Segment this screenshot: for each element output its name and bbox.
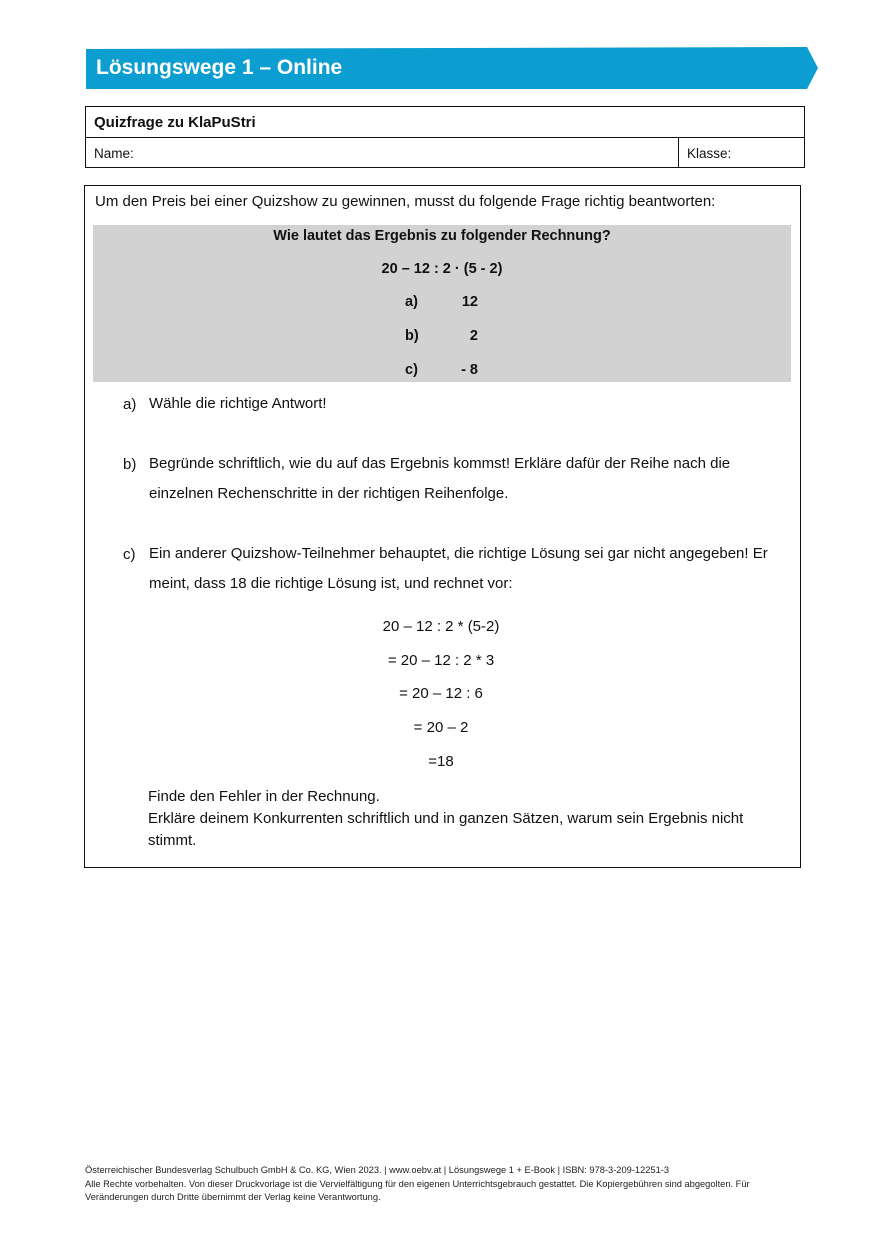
subtask-letter: a) bbox=[123, 396, 137, 413]
footer-line: Österreichischer Bundesverlag Schulbuch GmbH & Co. KG, Wien 2023. | www.oebv.at | Lösungswege 1 + E-Book | ISBN: 978-3-209-12251-3 bbox=[85, 1165, 670, 1175]
footer-line: Veränderungen durch Dritte übernimmt der Verlag keine Verantwortung. bbox=[85, 1192, 381, 1203]
subtask-text bbox=[149, 539, 789, 599]
title-row bbox=[86, 107, 804, 138]
option-value: 2 bbox=[469, 328, 478, 344]
name-label: Name: bbox=[94, 146, 134, 161]
option-label: b) bbox=[405, 328, 419, 344]
calculation-step: =18 bbox=[428, 753, 454, 770]
subtask-line: einzelnen Rechenschritte in der richtigen Reihenfolge. bbox=[149, 485, 509, 502]
worksheet-title: Quizfrage zu KlaPuStri bbox=[94, 114, 256, 131]
banner-title: Lösungswege 1 – Online bbox=[96, 56, 343, 79]
subtask-letter: b) bbox=[123, 456, 137, 473]
instruction-line: stimmt. bbox=[148, 832, 197, 849]
task-intro: Um den Preis bei einer Quizshow zu gewinnen, musst du folgende Frage richtig beantworten: bbox=[95, 193, 716, 210]
subtask-line: meint, dass 18 die richtige Lösung ist, und rechnet vor: bbox=[149, 575, 513, 592]
class-label: Klasse: bbox=[687, 146, 732, 161]
subtask-line: Wähle die richtige Antwort! bbox=[149, 395, 327, 412]
calculation-step: = 20 – 12 : 6 bbox=[399, 685, 483, 702]
subtask-line: Begründe schriftlich, wie du auf das Ergebnis kommst! Erkläre dafür der Reihe nach die bbox=[149, 455, 731, 472]
option-label: c) bbox=[405, 362, 418, 378]
option-value: - 8 bbox=[461, 362, 478, 378]
final-instructions bbox=[148, 786, 768, 852]
subtask-letter: c) bbox=[123, 546, 136, 563]
subtask-line: Ein anderer Quizshow-Teilnehmer behauptet, die richtige Lösung sei gar nicht angegeben! Er bbox=[149, 545, 768, 562]
question-expression: 20 – 12 : 2 · (5 - 2) bbox=[381, 261, 503, 277]
subtask-text bbox=[149, 449, 789, 509]
footer-line: Alle Rechte vorbehalten. Von dieser Druckvorlage ist die Vervielfältigung für den eigenen Unterrichtsgebrauch gestattet. Die Kopiergebühren sind abgegolten. Für bbox=[85, 1178, 750, 1189]
question-title: Wie lautet das Ergebnis zu folgender Rechnung? bbox=[273, 228, 611, 244]
calculation-step: = 20 – 2 bbox=[413, 719, 469, 736]
worksheet-header-table bbox=[85, 106, 805, 168]
calculation-step: = 20 – 12 : 2 * 3 bbox=[387, 652, 495, 669]
subtask-text bbox=[149, 389, 789, 419]
footer bbox=[85, 1164, 805, 1205]
option-label: a) bbox=[405, 294, 418, 310]
calculation-step: 20 – 12 : 2 * (5-2) bbox=[382, 618, 500, 635]
name-cell bbox=[86, 138, 679, 167]
option-value: 12 bbox=[461, 294, 478, 310]
instruction-line: Erkläre deinem Konkurrenten schriftlich und in ganzen Sätzen, warum sein Ergebnis nicht bbox=[148, 810, 744, 827]
instruction-line: Finde den Fehler in der Rechnung. bbox=[148, 788, 380, 805]
